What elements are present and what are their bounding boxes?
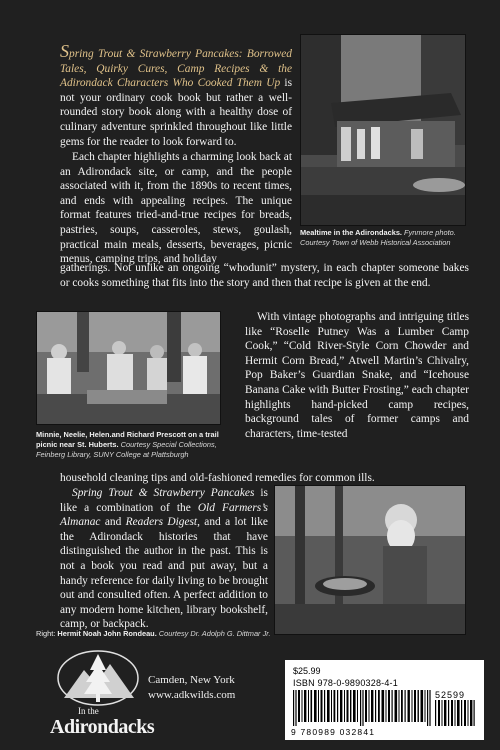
picnic-photo-image [37, 312, 220, 424]
paragraph-2-wide: gatherings. Not unlike an ongoing “whodunit” mystery, in each chapter someone bakes or cooks something that fits into the story and then that recipe is given at the end. [60, 262, 469, 289]
paragraph-3-wide: household cleaning tips and old-fashioned remedies for common ills. [60, 472, 375, 484]
addon-barcode-icon [435, 700, 475, 726]
publisher-info [148, 673, 235, 703]
logo-line-2: Adirondacks [50, 716, 155, 738]
picnic-photo-caption: Minnie, Neelie, Helen.and Richard Prescott on a trail picnic near St. Huberts. Courtesy Special Collections, Feinberg Library, SUNY College at Plattsburgh [36, 430, 219, 459]
logo-line-1: In the [78, 706, 99, 716]
intro-paragraph [60, 41, 293, 149]
book-title-italic: Spring Trout & Strawberry Pancakes: Borrowed Tales, Quirky Cures, Camp Recipes & the Adirondack Characters Who Cooked Them Up [60, 41, 292, 90]
hermit-photo-caption: Right: Hermit Noah John Rondeau. Courtesy Dr. Adolph G. Dittmar Jr. [36, 629, 271, 638]
barcode-box [285, 660, 484, 740]
cabin-mealtime-photo [300, 34, 466, 226]
cabin-photo-image [301, 35, 465, 225]
publisher-city: Camden, New York [148, 674, 235, 686]
paragraph-3-narrow: With vintage photographs and intriguing titles like “Roselle Putney Was a Lumber Camp Cook,” “Cold River-Style Corn Chowder and Hermit Corn Bread,” Atwell Martin’s Chivalry, Pop Baker’s Guardian Snake, and “Icehouse Banana Cake with Butter Frosting,” each chapter highlights hand-picked camp recipes, background tales of former camps and characters, time-tested [245, 311, 469, 440]
paragraph-4: Spring Trout & Strawberry Pancakes is like a combination of the Old Farmers’s Almanac and Readers Digest, and a lot like the Adirondack histories that have distinguished the author in the past. This is not a book you read and put away, but a handy reference for daily living to be brought out and consulted often. A perfect addition to any modern home kitchen, library bookshelf, camp, or backpack. [60, 487, 268, 631]
price-label: $25.99 [293, 666, 321, 676]
hermit-photo-image [275, 486, 465, 634]
cabin-photo-caption: Mealtime in the Adirondacks. Fynmore photo. Courtesy Town of Webb Historical Association [300, 228, 456, 247]
addon-number: 52599 [435, 690, 466, 700]
hermit-photo [274, 485, 466, 635]
intro-body: is not your ordinary cook book but rather a well-rounded story book along with a healthy dose of culinary adventure sprinkled throughout like little gems for the reader to look forward to. [60, 77, 293, 148]
isbn-label: ISBN 978-0-9890328-4-1 [293, 678, 398, 688]
mountain-tree-icon [56, 648, 140, 706]
isbn-barcode-icon [293, 690, 433, 726]
publisher-website[interactable]: www.adkwilds.com [148, 689, 236, 701]
barcode-digits: 9 780989 032841 [291, 727, 376, 737]
paragraph-2-narrow: Each chapter highlights a charming look back at an Adirondack site, or camp, and the people associated with it, from the 1890s to recent times, and ends with appealing recipes. The unique format features tried-and-true recipes for breads, pastries, soups, casseroles, stews, goulash, practical main meals, desserts, beverages, picnic menus, camping trips, and holiday [60, 151, 292, 266]
picnic-photo [36, 311, 221, 425]
drop-cap: S [60, 41, 69, 61]
